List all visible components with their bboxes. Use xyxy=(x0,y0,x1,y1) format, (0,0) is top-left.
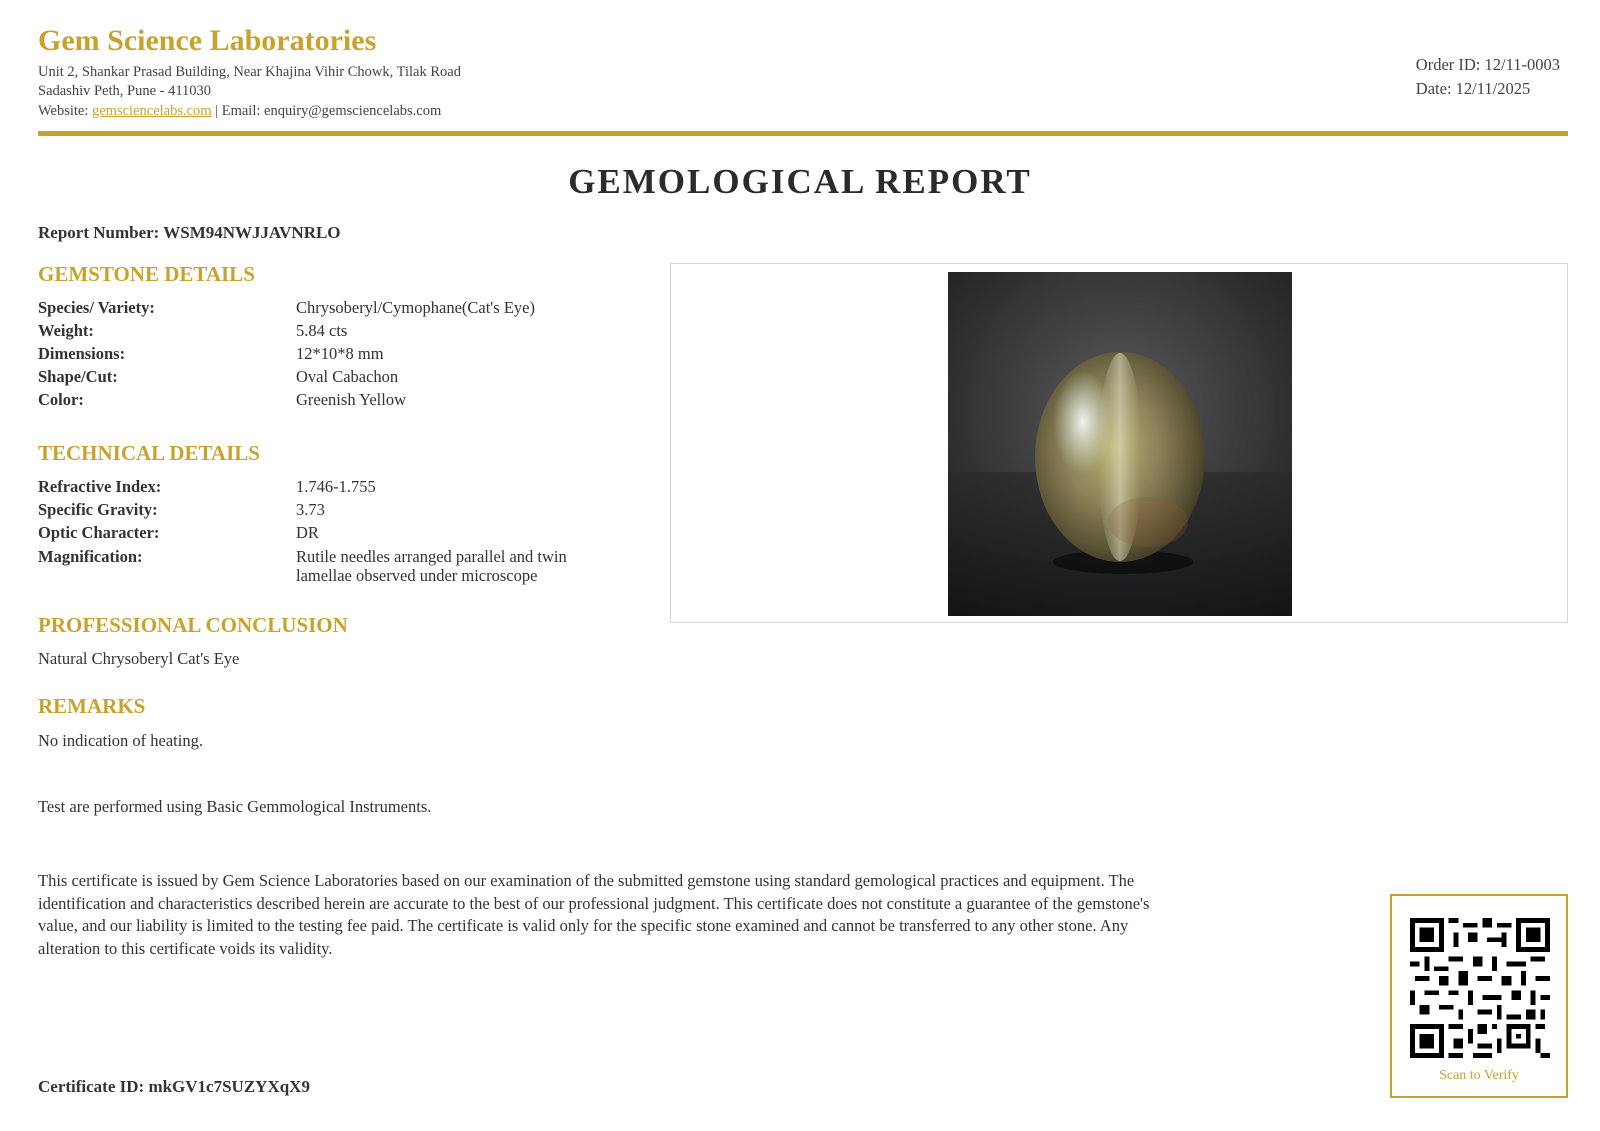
certificate-id: Certificate ID: mkGV1c7SUZYXqX9 xyxy=(38,1077,310,1096)
detail-value: 1.746-1.755 xyxy=(296,477,376,496)
detail-label: Species/ Variety: xyxy=(38,298,155,317)
website-label: Website: xyxy=(38,103,92,119)
conclusion-heading: PROFESSIONAL CONCLUSION xyxy=(38,613,348,637)
detail-value: Rutile needles arranged parallel and twin lamellae observed under microscope xyxy=(296,547,567,585)
detail-value: DR xyxy=(296,523,319,542)
lab-address-line1: Unit 2, Shankar Prasad Building, Near Khajina Vihir Chowk, Tilak Road xyxy=(38,64,461,80)
detail-label: Shape/Cut: xyxy=(38,367,118,386)
detail-value: Greenish Yellow xyxy=(296,390,406,409)
detail-label: Magnification: xyxy=(38,547,143,566)
website-link[interactable]: gemsciencelabs.com xyxy=(92,103,212,119)
order-info xyxy=(1416,53,1560,101)
header-divider xyxy=(38,131,1568,136)
order-date: Date: 12/11/2025 xyxy=(1415,79,1531,98)
detail-value: Chrysoberyl/Cymophane(Cat's Eye) xyxy=(296,298,535,317)
detail-value: 12*10*8 mm xyxy=(296,344,384,363)
gemstone-details-heading: GEMSTONE DETAILS xyxy=(38,262,255,286)
detail-value: Oval Cabachon xyxy=(296,367,399,386)
detail-label: Color: xyxy=(38,390,84,409)
order-id: Order ID: 12/11-0003 xyxy=(1415,55,1560,74)
disclaimer-text: This certificate is issued by Gem Science Laboratories based on our examination of the submitted gemstone using standard gemological practices and equipment. The identification and characteristics described herein are accurate to the best of our professional judgment. This certificate does not constitute a guarantee of the gemstone's value, and our liability is limited to the testing fee paid. The certificate is valid only for the specific stone examined and cannot be transferred to any other stone. Any alteration to this certificate voids its validity. xyxy=(38,871,1150,958)
qr-caption: Scan to Verify xyxy=(1439,1068,1519,1083)
report-number: Report Number: WSM94NWJJAVNRLO xyxy=(38,223,341,242)
qr-verify-box[interactable] xyxy=(1390,894,1568,1098)
detail-value: 3.73 xyxy=(296,500,325,519)
lab-name: Gem Science Laboratories xyxy=(38,24,377,57)
lab-address-line2: Sadashiv Peth, Pune - 411030 xyxy=(38,83,212,99)
test-note: Test are performed using Basic Gemmological Instruments. xyxy=(38,797,432,816)
qr-code-icon[interactable] xyxy=(1410,918,1550,1058)
conclusion-text: Natural Chrysoberyl Cat's Eye xyxy=(38,649,240,668)
detail-label: Dimensions: xyxy=(38,344,126,363)
detail-label: Optic Character: xyxy=(38,523,160,542)
technical-details-heading: TECHNICAL DETAILS xyxy=(38,441,260,465)
page-title: GEMOLOGICAL REPORT xyxy=(568,162,1032,201)
email-text: | Email: enquiry@gemsciencelabs.com xyxy=(211,103,442,119)
detail-value: 5.84 cts xyxy=(296,321,348,340)
gem-photo xyxy=(948,272,1292,616)
lab-contact xyxy=(38,103,441,120)
remarks-heading: REMARKS xyxy=(38,694,146,718)
remarks-text: No indication of heating. xyxy=(38,731,203,750)
detail-label: Weight: xyxy=(38,321,94,340)
detail-label: Refractive Index: xyxy=(38,477,162,496)
detail-label: Specific Gravity: xyxy=(38,500,158,519)
